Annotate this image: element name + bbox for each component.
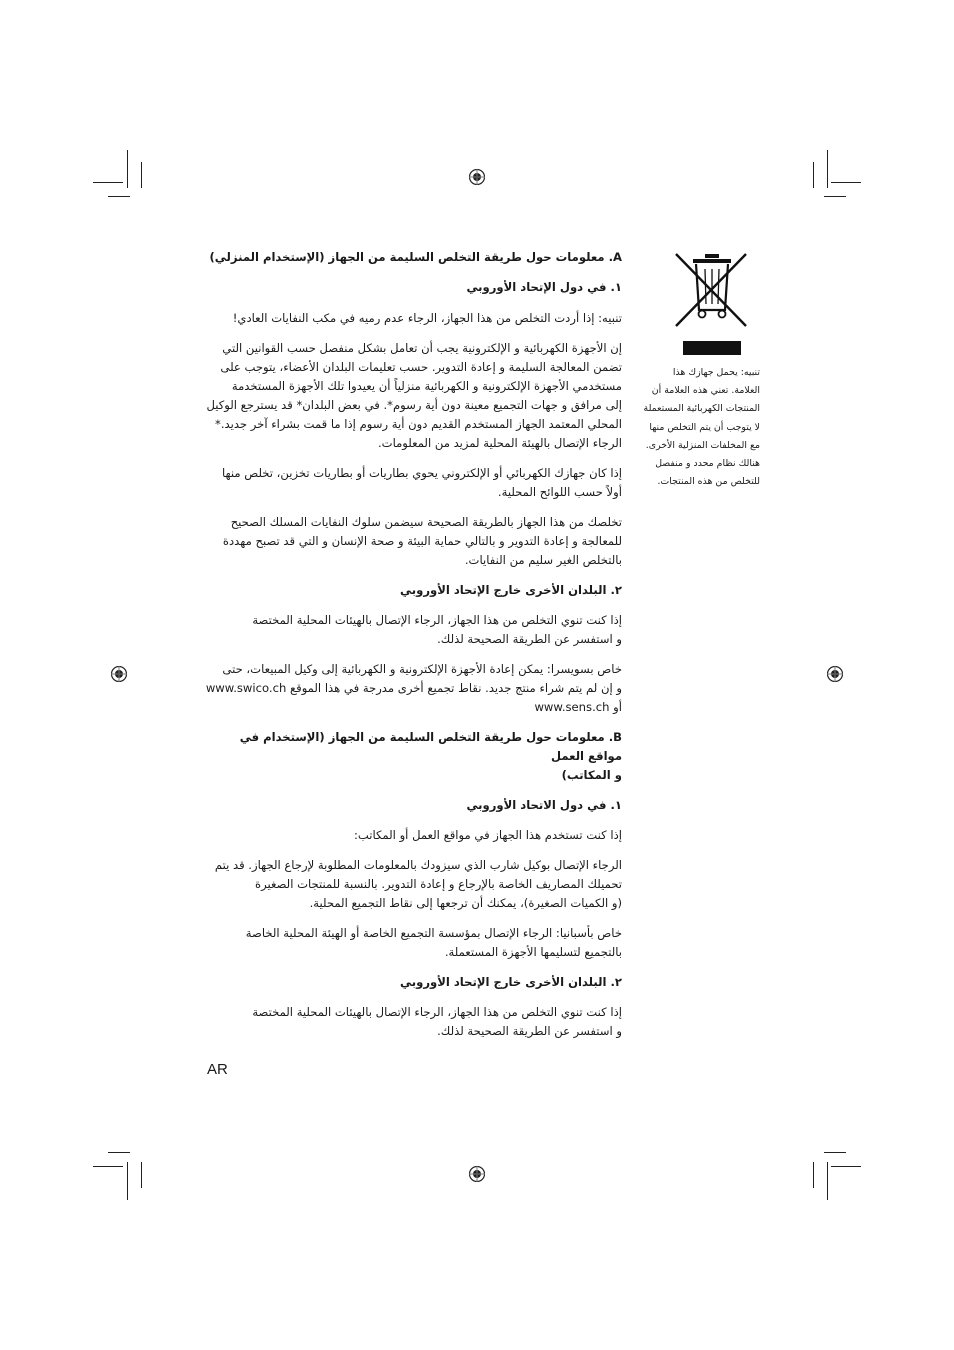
section-a-heading: A. معلومات حول طريقة التخلص السليمة من الجهاز (الإستخدام المنزلي) [209,250,622,264]
crop-mark [813,1162,814,1188]
section-b-sub2-heading: ٢. البلدان الأخرى خارج الإتحاد الأوروبي [400,975,622,989]
sens-link[interactable]: www.sens.ch [534,700,610,714]
section-b-heading [205,728,622,785]
text-line: إذا كنت تنوي التخلص من هذا الجهاز، الرجاء الإتصال بالهيئات المحلية المختصة [252,1005,622,1019]
crop-mark [127,1162,128,1200]
side-note-line: العلامة. تعني هذه العلامة أن [651,385,760,397]
text-fragment: و إن لم يتم شراء منتج جديد. نقاط تجميع أخرى مدرجة في هذا الموقع [289,681,622,695]
text-line: و المكاتب) [561,768,622,782]
swico-link[interactable]: www.swico.ch [205,681,287,695]
section-a-paragraph [205,339,622,453]
crop-mark [824,196,846,197]
text-line: تحميلك المصاريف الخاصة بالإرجاع و إعادة التدوير. بالنسبة للمنتجات الصغيرة [255,877,622,891]
crossed-out-bin-icon [672,248,750,330]
swiss-paragraph [205,660,622,717]
registration-mark-icon [826,665,844,683]
section-a-paragraph [205,464,622,502]
side-note-line: للتخلص من هذه المنتجات. [657,476,760,488]
crop-mark [827,150,828,188]
crop-mark [831,182,861,183]
weee-underline-bar [683,341,741,355]
text-line: تضمن المعالجة السليمة و إعادة التدوير. حسب تعليمات البلدان الأعضاء، يتوجب على [220,360,622,374]
crop-mark [127,150,128,188]
section-b-sub1-heading: ١. في دول الاتحاد الأوروبي [466,798,622,812]
text-line: إلى مرافق و جهات التجميع معينة دون أية رسوم*. في بعض البلدان* قد يسترجع الوكيل [206,398,622,412]
crop-mark [831,1166,861,1167]
section-a-paragraph [205,513,622,570]
crop-mark [141,162,142,188]
text-line: و استفسر عن الطريقة الصحيحة لذلك. [437,1024,622,1038]
side-note-line: هنالك نظام محدد و منفصل [655,458,760,470]
text-line: بالتخلص الغير سليم من النفايات. [464,553,622,567]
registration-mark-icon [468,1165,486,1183]
text-fragment: أو [613,700,622,714]
text-line: إذا كنت تنوي التخلص من هذا الجهاز، الرجاء الإتصال بالهيئات المحلية المختصة [252,613,622,627]
text-line: الرجاء الإتصال بالهيئة المحلية لمزيد من المعلومات. [377,436,622,450]
side-note [630,364,760,491]
text-line: خاص بسويسرا: يمكن إعادة الأجهزة الإلكترونية و الكهربائية إلى وكيل المبيعات، حتى [222,662,622,676]
text-line: المحلي المعتمد الجهاز المستخدم القديم دون أية رسوم إذا ما قمت بشراء آخر جديد.* [215,417,622,431]
crop-mark [93,1166,123,1167]
text-line: إن الأجهزة الكهربائية و الإلكترونية يجب أن تعامل بشكل منفصل حسب القوانين التي [222,341,622,355]
text-line: مستخدمي الأجهزة الإلكترونية و الكهربائية منزلياً أن يعيدوا تلك الأجهزة المستخدمة [231,379,622,393]
section-a-caution: تنبيه: إذا أردت التخلص من هذا الجهاز، الرجاء عدم رميه في مكب النفايات العادي! [232,311,622,325]
text-line [205,698,622,717]
text-line: أولاً حسب اللوائح المحلية. [497,485,622,499]
text-line [205,679,622,698]
crop-mark [108,196,130,197]
text-line: و استفسر عن الطريقة الصحيحة لذلك. [437,632,622,646]
text-line: الرجاء الإتصال بوكيل شارب الذي سيزودك بالمعلومات المطلوبة لإرجاع الجهاز. قد يتم [214,858,622,872]
section-a-paragraph [205,611,622,649]
text-line: (و الكميات الصغيرة)، يمكنك أن ترجعها إلى نقاط التجميع المحلية. [309,896,622,910]
side-note-line: لا يتوجب أن يتم التخلص منها [649,421,760,433]
section-b-paragraph [205,924,622,962]
side-note-line: المنتجات الكهربائية المستعملة [643,403,760,415]
crop-mark [824,1152,846,1153]
text-line: خاص بأسبانيا: الرجاء الإتصال بمؤسسة التجميع الخاصة أو الهيئة المحلية الخاصة [245,926,622,940]
crop-mark [108,1152,130,1153]
text-line: تخلصك من هذا الجهاز بالطريقة الصحيحة سيضمن سلوك النفايات المسلك الصحيح [230,515,622,529]
language-code: AR [207,1061,228,1078]
crop-mark [813,162,814,188]
crop-mark [827,1162,828,1200]
text-line: إذا كان جهازك الكهربائي أو الإلكتروني يحوي بطاريات أو بطاريات تخزين، تخلص منها [221,466,622,480]
text-line: بالتجميع لتسليمها الأجهزة المستعملة. [444,945,622,959]
section-b-paragraph [205,856,622,913]
crop-mark [93,182,123,183]
section-a-sub1-heading: ١. في دول الإتحاد الأوروبي [466,280,622,294]
side-note-line: مع المخلفات المنزلية الأخرى. [645,439,760,451]
crop-mark [141,1162,142,1188]
section-a-sub2-heading: ٢. البلدان الأخرى خارج الإتحاد الأوروبي [400,583,622,597]
side-note-line: تنبيه: يحمل جهازك هذا [672,367,760,378]
registration-mark-icon [468,168,486,186]
section-b-paragraph [205,1003,622,1041]
main-text-column [205,248,622,1041]
registration-mark-icon [110,665,128,683]
section-b-paragraph: إذا كنت تستخدم هذا الجهاز في مواقع العمل أو المكاتب: [353,828,622,842]
text-line: B. معلومات حول طريقة التخلص السليمة من الجهاز (الإستخدام في مواقع العمل [239,730,622,763]
text-line: للمعالجة و إعادة التدوير و بالتالي حماية البيئة و صحة الإنسان و التي قد تصبح مهددة [222,534,622,548]
